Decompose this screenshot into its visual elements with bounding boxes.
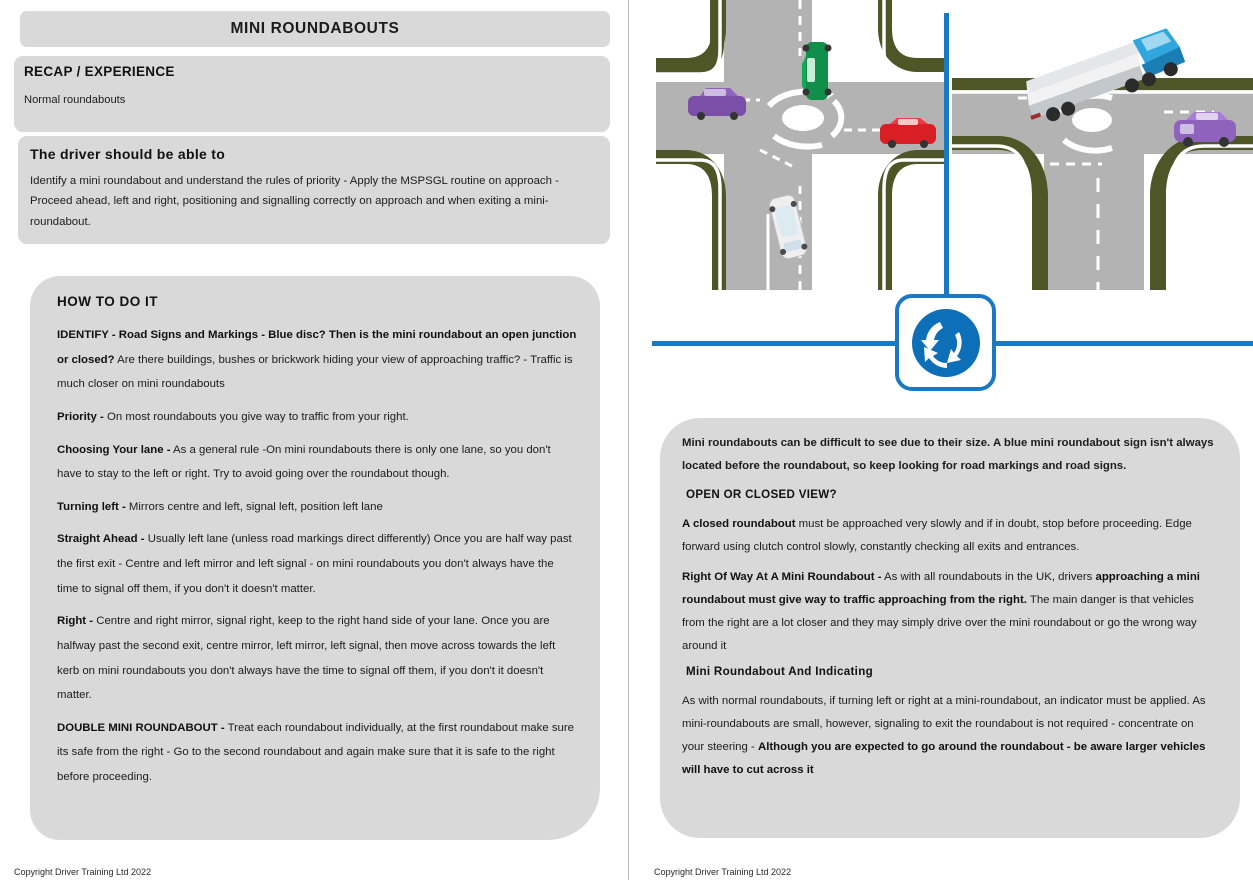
how-to-paragraph-lead: Turning left - <box>57 500 126 513</box>
how-to-paragraph-lead: Straight Ahead - <box>57 533 145 546</box>
how-to-paragraph-lead: IDENTIFY - Road Signs and Markings - Blue disc? Then is the mini roundabout an open junction or closed? <box>57 329 577 366</box>
notes-right-of-way-rest: The main danger is that vehicles from the right are a lot closer and they may simply drive over the mini roundabout or go the wrong way around it <box>682 594 1197 653</box>
how-to-paragraph-lead: Choosing Your lane - <box>57 443 171 456</box>
how-to-paragraph <box>57 527 578 601</box>
how-to-paragraph-lead: DOUBLE MINI ROUNDABOUT - <box>57 721 225 734</box>
how-to-do-it-panel <box>30 276 600 840</box>
footer-copyright-left: Copyright Driver Training Ltd 2022 <box>14 867 152 877</box>
illustration-area <box>650 0 1253 400</box>
notes-right-of-way-emphasis: approaching a mini roundabout must give way to traffic approaching from the right. <box>682 571 1200 607</box>
verge-bottom-left <box>952 136 1048 290</box>
mini-roundabout-sign <box>895 294 996 391</box>
driver-objectives-heading: The driver should be able to <box>30 146 226 162</box>
how-to-paragraph-lead: Right - <box>57 615 94 628</box>
notes-subhead-indicating: Mini Roundabout And Indicating <box>686 665 873 679</box>
green-car <box>802 42 832 100</box>
driver-objectives-panel <box>18 136 610 244</box>
how-to-paragraph-body: Centre and right mirror, signal right, keep to the right hand side of your lane. Once you are halfway past the second exit, centre mirror, left mirror, left signal, then move across towards the left kerb on mini roundabouts you don't always have the time to signal off them, if you don't it doesn't matter. <box>57 615 556 702</box>
notes-closed-roundabout <box>682 513 1218 559</box>
recap-experience-panel <box>14 56 610 132</box>
notes-right-of-way-lead: Right Of Way At A Mini Roundabout - <box>682 571 882 584</box>
road-side <box>1044 130 1144 290</box>
how-to-paragraph <box>57 405 578 430</box>
notes-closed-roundabout-rest: must be approached very slowly and if in doubt, stop before proceeding. Edge forward using clutch control slowly, constantly checking all exits and entrances. <box>682 518 1192 554</box>
mini-roundabout-notes-panel <box>660 418 1240 838</box>
notes-indicating-emphasis: Although you are expected to go around the roundabout - be aware larger vehicles will have to cut across it <box>682 741 1206 777</box>
how-to-paragraph <box>57 609 578 708</box>
t-junction-truck-cutting-across-diagram <box>952 0 1253 290</box>
crossroads-mini-roundabout-diagram <box>656 0 948 290</box>
how-to-paragraph-body: Mirrors centre and left, signal left, position left lane <box>125 500 383 513</box>
how-to-paragraph-lead: Priority - <box>57 410 104 423</box>
mini-roundabout-sign-icon <box>909 306 983 380</box>
how-to-paragraph <box>57 495 578 520</box>
how-to-do-it-paragraph-list <box>46 323 578 790</box>
page-title-panel <box>20 11 610 47</box>
page-divider <box>628 0 629 880</box>
driver-objectives-body: Identify a mini roundabout and understand the rules of priority - Apply the MSPSGL routine on approach - Proceed ahead, left and right, positioning and signalling correctly on approach and when exiting a mini-roundabout. <box>30 175 559 228</box>
footer-copyright-right: Copyright Driver Training Ltd 2022 <box>654 867 792 877</box>
notes-closed-roundabout-lead: A closed roundabout <box>682 518 796 531</box>
how-to-paragraph-body: Treat each roundabout individually, at the first roundabout make sure its safe from the right - Go to the second roundabout and again make sure that it is safe to the right before proceeding. <box>57 721 574 783</box>
how-to-paragraph-body: Usually left lane (unless road markings direct differently) Once you are half way past the first exit - Centre and left mirror and left signal - on mini roundabouts you don't always have the time to signal off them, if you don't it doesn't matter. <box>57 533 572 595</box>
notes-right-of-way-mid: As with all roundabouts in the UK, drivers <box>881 571 1096 584</box>
how-to-paragraph-body: Are there buildings, bushes or brickwork hiding your view of approaching traffic? - Traffic is much closer on mini roundabouts <box>57 353 573 391</box>
notes-intro: Mini roundabouts can be difficult to see due to their size. A blue mini roundabout sign isn't always located before the roundabout, so keep looking for road markings and road signs. <box>682 437 1214 473</box>
notes-indicating-lead: As with normal roundabouts, if turning left or right at a mini-roundabout, an indicator must be applied. As mini-roundabouts are small, however, signaling to exit the roundabout is not required - concentrate on your steering - <box>682 695 1206 754</box>
how-to-do-it-heading: HOW TO DO IT <box>57 294 158 309</box>
how-to-paragraph <box>57 323 578 397</box>
how-to-paragraph <box>57 716 578 790</box>
how-to-paragraph-body: As a general rule -On mini roundabouts there is only one lane, so you don't have to stay to the left or right. Try to avoid going over the roundabout though. <box>57 443 551 481</box>
verge-bottom-right <box>1150 136 1253 290</box>
recap-body: Normal roundabouts <box>24 94 126 106</box>
how-to-paragraph-body: On most roundabouts you give way to traffic from your right. <box>103 410 409 423</box>
notes-right-of-way <box>682 566 1218 658</box>
verge-tr <box>878 0 948 72</box>
recap-heading: RECAP / EXPERIENCE <box>24 64 175 79</box>
page-title: MINI ROUNDABOUTS <box>230 20 400 37</box>
notes-indicating <box>682 690 1218 782</box>
how-to-paragraph <box>57 438 578 487</box>
notes-subhead-open-closed-view: OPEN OR CLOSED VIEW? <box>686 488 837 502</box>
